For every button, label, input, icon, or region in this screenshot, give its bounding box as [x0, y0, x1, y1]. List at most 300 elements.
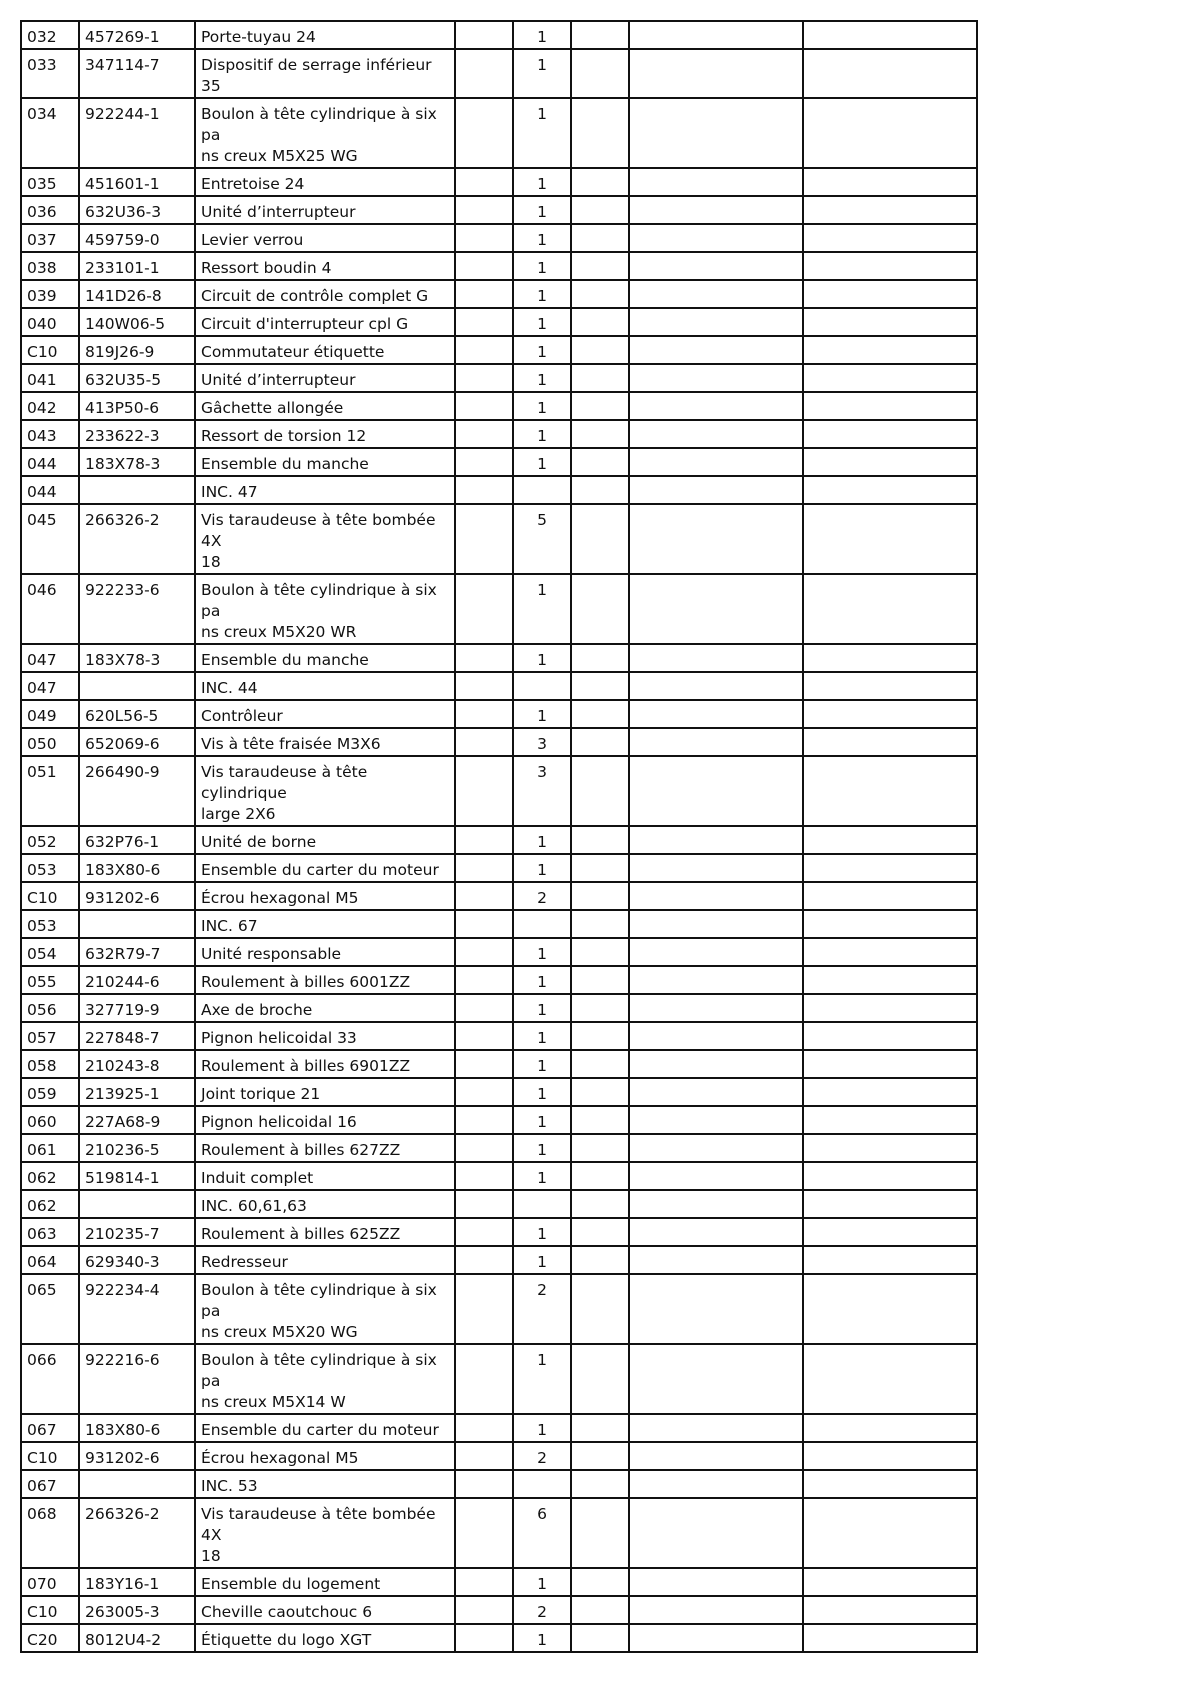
- part-number-cell: 210236-5: [79, 1134, 195, 1162]
- empty-cell: [571, 854, 629, 882]
- empty-cell: [629, 1414, 803, 1442]
- table-row: [21, 21, 977, 49]
- empty-cell: [629, 1470, 803, 1498]
- empty-cell: [803, 49, 977, 98]
- quantity-cell: 1: [513, 196, 571, 224]
- quantity-cell: 2: [513, 1274, 571, 1344]
- empty-cell: [571, 1162, 629, 1190]
- table-row: [21, 420, 977, 448]
- empty-cell: [803, 1274, 977, 1344]
- part-number-cell: 819J26-9: [79, 336, 195, 364]
- part-number-cell: 457269-1: [79, 21, 195, 49]
- description-cell: Joint torique 21: [195, 1078, 455, 1106]
- empty-cell: [455, 854, 513, 882]
- empty-cell: [571, 700, 629, 728]
- item-no-cell: 068: [21, 1498, 79, 1568]
- table-row: [21, 1050, 977, 1078]
- table-row: [21, 1218, 977, 1246]
- description-cell: Levier verrou: [195, 224, 455, 252]
- empty-cell: [629, 1624, 803, 1652]
- empty-cell: [571, 1078, 629, 1106]
- table-row: [21, 994, 977, 1022]
- empty-cell: [629, 504, 803, 574]
- description-cell: Vis taraudeuse à tête bombée 4X 18: [195, 504, 455, 574]
- empty-cell: [803, 1498, 977, 1568]
- empty-cell: [629, 966, 803, 994]
- description-cell: Pignon helicoidal 33: [195, 1022, 455, 1050]
- empty-cell: [803, 196, 977, 224]
- empty-cell: [571, 1442, 629, 1470]
- empty-cell: [455, 1162, 513, 1190]
- item-no-cell: 032: [21, 21, 79, 49]
- item-no-cell: 047: [21, 672, 79, 700]
- empty-cell: [571, 224, 629, 252]
- table-row: [21, 49, 977, 98]
- empty-cell: [455, 224, 513, 252]
- part-number-cell: 183X78-3: [79, 644, 195, 672]
- empty-cell: [571, 196, 629, 224]
- empty-cell: [571, 1596, 629, 1624]
- table-row: [21, 1498, 977, 1568]
- description-cell: Circuit d'interrupteur cpl G: [195, 308, 455, 336]
- empty-cell: [571, 448, 629, 476]
- part-number-cell: 263005-3: [79, 1596, 195, 1624]
- empty-cell: [629, 1106, 803, 1134]
- empty-cell: [571, 728, 629, 756]
- quantity-cell: 1: [513, 1022, 571, 1050]
- description-cell: Roulement à billes 627ZZ: [195, 1134, 455, 1162]
- empty-cell: [629, 826, 803, 854]
- empty-cell: [803, 1050, 977, 1078]
- empty-cell: [803, 392, 977, 420]
- empty-cell: [629, 224, 803, 252]
- empty-cell: [803, 1624, 977, 1652]
- empty-cell: [803, 994, 977, 1022]
- item-no-cell: 053: [21, 854, 79, 882]
- empty-cell: [455, 882, 513, 910]
- quantity-cell: 1: [513, 826, 571, 854]
- table-row: [21, 574, 977, 644]
- parts-table-body: [21, 21, 977, 1652]
- description-cell: Cheville caoutchouc 6: [195, 1596, 455, 1624]
- item-no-cell: C20: [21, 1624, 79, 1652]
- item-no-cell: 062: [21, 1162, 79, 1190]
- empty-cell: [803, 728, 977, 756]
- part-number-cell: 183X80-6: [79, 854, 195, 882]
- quantity-cell: [513, 910, 571, 938]
- empty-cell: [455, 1218, 513, 1246]
- description-cell: Redresseur: [195, 1246, 455, 1274]
- empty-cell: [629, 1134, 803, 1162]
- part-number-cell: 922233-6: [79, 574, 195, 644]
- quantity-cell: 1: [513, 1162, 571, 1190]
- empty-cell: [571, 1568, 629, 1596]
- table-row: [21, 1022, 977, 1050]
- empty-cell: [455, 994, 513, 1022]
- empty-cell: [455, 1106, 513, 1134]
- item-no-cell: 042: [21, 392, 79, 420]
- empty-cell: [629, 700, 803, 728]
- description-cell: INC. 60,61,63: [195, 1190, 455, 1218]
- part-number-cell: 629340-3: [79, 1246, 195, 1274]
- quantity-cell: 1: [513, 1414, 571, 1442]
- description-cell: Entretoise 24: [195, 168, 455, 196]
- item-no-cell: 034: [21, 98, 79, 168]
- empty-cell: [629, 1442, 803, 1470]
- empty-cell: [455, 1596, 513, 1624]
- empty-cell: [455, 308, 513, 336]
- empty-cell: [455, 938, 513, 966]
- description-cell: Roulement à billes 6901ZZ: [195, 1050, 455, 1078]
- table-row: [21, 280, 977, 308]
- description-cell: Unité d’interrupteur: [195, 196, 455, 224]
- empty-cell: [803, 1218, 977, 1246]
- empty-cell: [803, 1414, 977, 1442]
- empty-cell: [571, 21, 629, 49]
- empty-cell: [571, 476, 629, 504]
- empty-cell: [629, 1022, 803, 1050]
- item-no-cell: C10: [21, 1596, 79, 1624]
- empty-cell: [455, 1246, 513, 1274]
- empty-cell: [571, 1190, 629, 1218]
- parts-table: [20, 20, 978, 1653]
- empty-cell: [629, 938, 803, 966]
- table-row: [21, 196, 977, 224]
- empty-cell: [455, 644, 513, 672]
- table-row: [21, 1134, 977, 1162]
- description-cell: Porte-tuyau 24: [195, 21, 455, 49]
- table-row: [21, 882, 977, 910]
- empty-cell: [629, 1050, 803, 1078]
- item-no-cell: 043: [21, 420, 79, 448]
- quantity-cell: [513, 672, 571, 700]
- part-number-cell: 922216-6: [79, 1344, 195, 1414]
- empty-cell: [571, 1218, 629, 1246]
- empty-cell: [571, 1274, 629, 1344]
- empty-cell: [455, 672, 513, 700]
- empty-cell: [803, 336, 977, 364]
- part-number-cell: 327719-9: [79, 994, 195, 1022]
- table-row: [21, 1442, 977, 1470]
- item-no-cell: 041: [21, 364, 79, 392]
- empty-cell: [629, 476, 803, 504]
- part-number-cell: 620L56-5: [79, 700, 195, 728]
- empty-cell: [803, 1106, 977, 1134]
- empty-cell: [455, 21, 513, 49]
- part-number-cell: 8012U4-2: [79, 1624, 195, 1652]
- empty-cell: [455, 1050, 513, 1078]
- table-row: [21, 1568, 977, 1596]
- part-number-cell: 632U35-5: [79, 364, 195, 392]
- empty-cell: [571, 672, 629, 700]
- quantity-cell: 1: [513, 644, 571, 672]
- quantity-cell: 1: [513, 1218, 571, 1246]
- empty-cell: [803, 756, 977, 826]
- empty-cell: [455, 1442, 513, 1470]
- part-number-cell: 413P50-6: [79, 392, 195, 420]
- description-cell: Contrôleur: [195, 700, 455, 728]
- empty-cell: [455, 168, 513, 196]
- empty-cell: [803, 224, 977, 252]
- part-number-cell: 213925-1: [79, 1078, 195, 1106]
- description-cell: Vis à tête fraisée M3X6: [195, 728, 455, 756]
- empty-cell: [455, 280, 513, 308]
- empty-cell: [571, 1470, 629, 1498]
- description-cell: Pignon helicoidal 16: [195, 1106, 455, 1134]
- empty-cell: [803, 21, 977, 49]
- empty-cell: [803, 826, 977, 854]
- empty-cell: [455, 448, 513, 476]
- description-cell: INC. 47: [195, 476, 455, 504]
- table-row: [21, 756, 977, 826]
- empty-cell: [803, 252, 977, 280]
- item-no-cell: 052: [21, 826, 79, 854]
- table-row: [21, 224, 977, 252]
- empty-cell: [629, 364, 803, 392]
- empty-cell: [455, 504, 513, 574]
- empty-cell: [803, 1344, 977, 1414]
- empty-cell: [803, 476, 977, 504]
- empty-cell: [803, 1568, 977, 1596]
- empty-cell: [629, 1344, 803, 1414]
- empty-cell: [455, 98, 513, 168]
- empty-cell: [455, 392, 513, 420]
- empty-cell: [803, 1078, 977, 1106]
- description-cell: Boulon à tête cylindrique à six pa ns creux M5X25 WG: [195, 98, 455, 168]
- quantity-cell: 1: [513, 168, 571, 196]
- part-number-cell: 931202-6: [79, 1442, 195, 1470]
- table-row: [21, 448, 977, 476]
- table-row: [21, 252, 977, 280]
- empty-cell: [803, 574, 977, 644]
- empty-cell: [455, 1022, 513, 1050]
- part-number-cell: 183X80-6: [79, 1414, 195, 1442]
- description-cell: Unité de borne: [195, 826, 455, 854]
- part-number-cell: 922244-1: [79, 98, 195, 168]
- empty-cell: [571, 336, 629, 364]
- empty-cell: [455, 1414, 513, 1442]
- empty-cell: [571, 49, 629, 98]
- empty-cell: [455, 756, 513, 826]
- description-cell: Unité d’interrupteur: [195, 364, 455, 392]
- item-no-cell: 038: [21, 252, 79, 280]
- description-cell: Axe de broche: [195, 994, 455, 1022]
- item-no-cell: 040: [21, 308, 79, 336]
- description-cell: Écrou hexagonal M5: [195, 882, 455, 910]
- quantity-cell: 1: [513, 364, 571, 392]
- empty-cell: [455, 1134, 513, 1162]
- table-row: [21, 336, 977, 364]
- quantity-cell: 1: [513, 98, 571, 168]
- table-row: [21, 1078, 977, 1106]
- item-no-cell: 063: [21, 1218, 79, 1246]
- quantity-cell: 1: [513, 1624, 571, 1652]
- quantity-cell: 1: [513, 252, 571, 280]
- empty-cell: [803, 938, 977, 966]
- quantity-cell: 1: [513, 308, 571, 336]
- table-row: [21, 98, 977, 168]
- quantity-cell: 1: [513, 966, 571, 994]
- part-number-cell: 652069-6: [79, 728, 195, 756]
- description-cell: Unité responsable: [195, 938, 455, 966]
- description-cell: INC. 67: [195, 910, 455, 938]
- part-number-cell: 632R79-7: [79, 938, 195, 966]
- empty-cell: [455, 1498, 513, 1568]
- empty-cell: [629, 1078, 803, 1106]
- part-number-cell: 140W06-5: [79, 308, 195, 336]
- empty-cell: [455, 420, 513, 448]
- quantity-cell: 1: [513, 21, 571, 49]
- table-row: [21, 854, 977, 882]
- item-no-cell: 067: [21, 1414, 79, 1442]
- item-no-cell: 059: [21, 1078, 79, 1106]
- empty-cell: [803, 1134, 977, 1162]
- item-no-cell: 070: [21, 1568, 79, 1596]
- empty-cell: [455, 364, 513, 392]
- empty-cell: [803, 910, 977, 938]
- part-number-cell: 347114-7: [79, 49, 195, 98]
- empty-cell: [629, 910, 803, 938]
- table-row: [21, 1624, 977, 1652]
- item-no-cell: 033: [21, 49, 79, 98]
- empty-cell: [629, 308, 803, 336]
- description-cell: Ensemble du carter du moteur: [195, 854, 455, 882]
- table-row: [21, 504, 977, 574]
- quantity-cell: [513, 1470, 571, 1498]
- quantity-cell: 5: [513, 504, 571, 574]
- table-row: [21, 1162, 977, 1190]
- item-no-cell: 035: [21, 168, 79, 196]
- description-cell: Écrou hexagonal M5: [195, 1442, 455, 1470]
- empty-cell: [571, 1414, 629, 1442]
- empty-cell: [803, 420, 977, 448]
- table-row: [21, 644, 977, 672]
- table-row: [21, 168, 977, 196]
- empty-cell: [571, 1050, 629, 1078]
- item-no-cell: 045: [21, 504, 79, 574]
- empty-cell: [571, 882, 629, 910]
- quantity-cell: 1: [513, 574, 571, 644]
- empty-cell: [571, 1134, 629, 1162]
- quantity-cell: 3: [513, 728, 571, 756]
- empty-cell: [571, 756, 629, 826]
- empty-cell: [803, 966, 977, 994]
- empty-cell: [455, 196, 513, 224]
- table-row: [21, 1414, 977, 1442]
- table-row: [21, 476, 977, 504]
- quantity-cell: 2: [513, 882, 571, 910]
- empty-cell: [803, 1162, 977, 1190]
- empty-cell: [629, 392, 803, 420]
- part-number-cell: 451601-1: [79, 168, 195, 196]
- empty-cell: [571, 168, 629, 196]
- table-row: [21, 1246, 977, 1274]
- item-no-cell: 051: [21, 756, 79, 826]
- part-number-cell: [79, 672, 195, 700]
- item-no-cell: 046: [21, 574, 79, 644]
- item-no-cell: 047: [21, 644, 79, 672]
- item-no-cell: 050: [21, 728, 79, 756]
- empty-cell: [629, 756, 803, 826]
- empty-cell: [571, 308, 629, 336]
- description-cell: Dispositif de serrage inférieur 35: [195, 49, 455, 98]
- empty-cell: [803, 1022, 977, 1050]
- empty-cell: [803, 448, 977, 476]
- quantity-cell: 1: [513, 224, 571, 252]
- empty-cell: [571, 1344, 629, 1414]
- empty-cell: [629, 252, 803, 280]
- item-no-cell: C10: [21, 882, 79, 910]
- quantity-cell: 1: [513, 1246, 571, 1274]
- empty-cell: [803, 700, 977, 728]
- item-no-cell: 061: [21, 1134, 79, 1162]
- empty-cell: [629, 196, 803, 224]
- empty-cell: [629, 336, 803, 364]
- empty-cell: [455, 574, 513, 644]
- empty-cell: [571, 1498, 629, 1568]
- quantity-cell: 1: [513, 994, 571, 1022]
- empty-cell: [803, 1470, 977, 1498]
- part-number-cell: 266326-2: [79, 504, 195, 574]
- description-cell: Ensemble du manche: [195, 644, 455, 672]
- empty-cell: [629, 21, 803, 49]
- empty-cell: [629, 1498, 803, 1568]
- item-no-cell: 060: [21, 1106, 79, 1134]
- description-cell: Circuit de contrôle complet G: [195, 280, 455, 308]
- part-number-cell: 922234-4: [79, 1274, 195, 1344]
- quantity-cell: 1: [513, 1078, 571, 1106]
- item-no-cell: 064: [21, 1246, 79, 1274]
- empty-cell: [455, 252, 513, 280]
- part-number-cell: 233622-3: [79, 420, 195, 448]
- table-row: [21, 728, 977, 756]
- empty-cell: [629, 49, 803, 98]
- quantity-cell: 1: [513, 700, 571, 728]
- empty-cell: [629, 1596, 803, 1624]
- part-number-cell: 266326-2: [79, 1498, 195, 1568]
- empty-cell: [571, 826, 629, 854]
- quantity-cell: 1: [513, 1106, 571, 1134]
- empty-cell: [571, 910, 629, 938]
- quantity-cell: 1: [513, 1344, 571, 1414]
- quantity-cell: [513, 1190, 571, 1218]
- item-no-cell: 036: [21, 196, 79, 224]
- empty-cell: [629, 1274, 803, 1344]
- empty-cell: [629, 728, 803, 756]
- part-number-cell: 183Y16-1: [79, 1568, 195, 1596]
- empty-cell: [629, 420, 803, 448]
- description-cell: Vis taraudeuse à tête bombée 4X 18: [195, 1498, 455, 1568]
- item-no-cell: 055: [21, 966, 79, 994]
- empty-cell: [571, 364, 629, 392]
- part-number-cell: [79, 1470, 195, 1498]
- item-no-cell: C10: [21, 1442, 79, 1470]
- empty-cell: [803, 1190, 977, 1218]
- item-no-cell: 039: [21, 280, 79, 308]
- empty-cell: [803, 1442, 977, 1470]
- item-no-cell: 049: [21, 700, 79, 728]
- empty-cell: [803, 672, 977, 700]
- description-cell: Gâchette allongée: [195, 392, 455, 420]
- quantity-cell: 2: [513, 1442, 571, 1470]
- item-no-cell: 044: [21, 448, 79, 476]
- description-cell: Boulon à tête cylindrique à six pa ns creux M5X20 WR: [195, 574, 455, 644]
- empty-cell: [803, 854, 977, 882]
- empty-cell: [455, 476, 513, 504]
- table-row: [21, 308, 977, 336]
- part-number-cell: 210244-6: [79, 966, 195, 994]
- table-row: [21, 1470, 977, 1498]
